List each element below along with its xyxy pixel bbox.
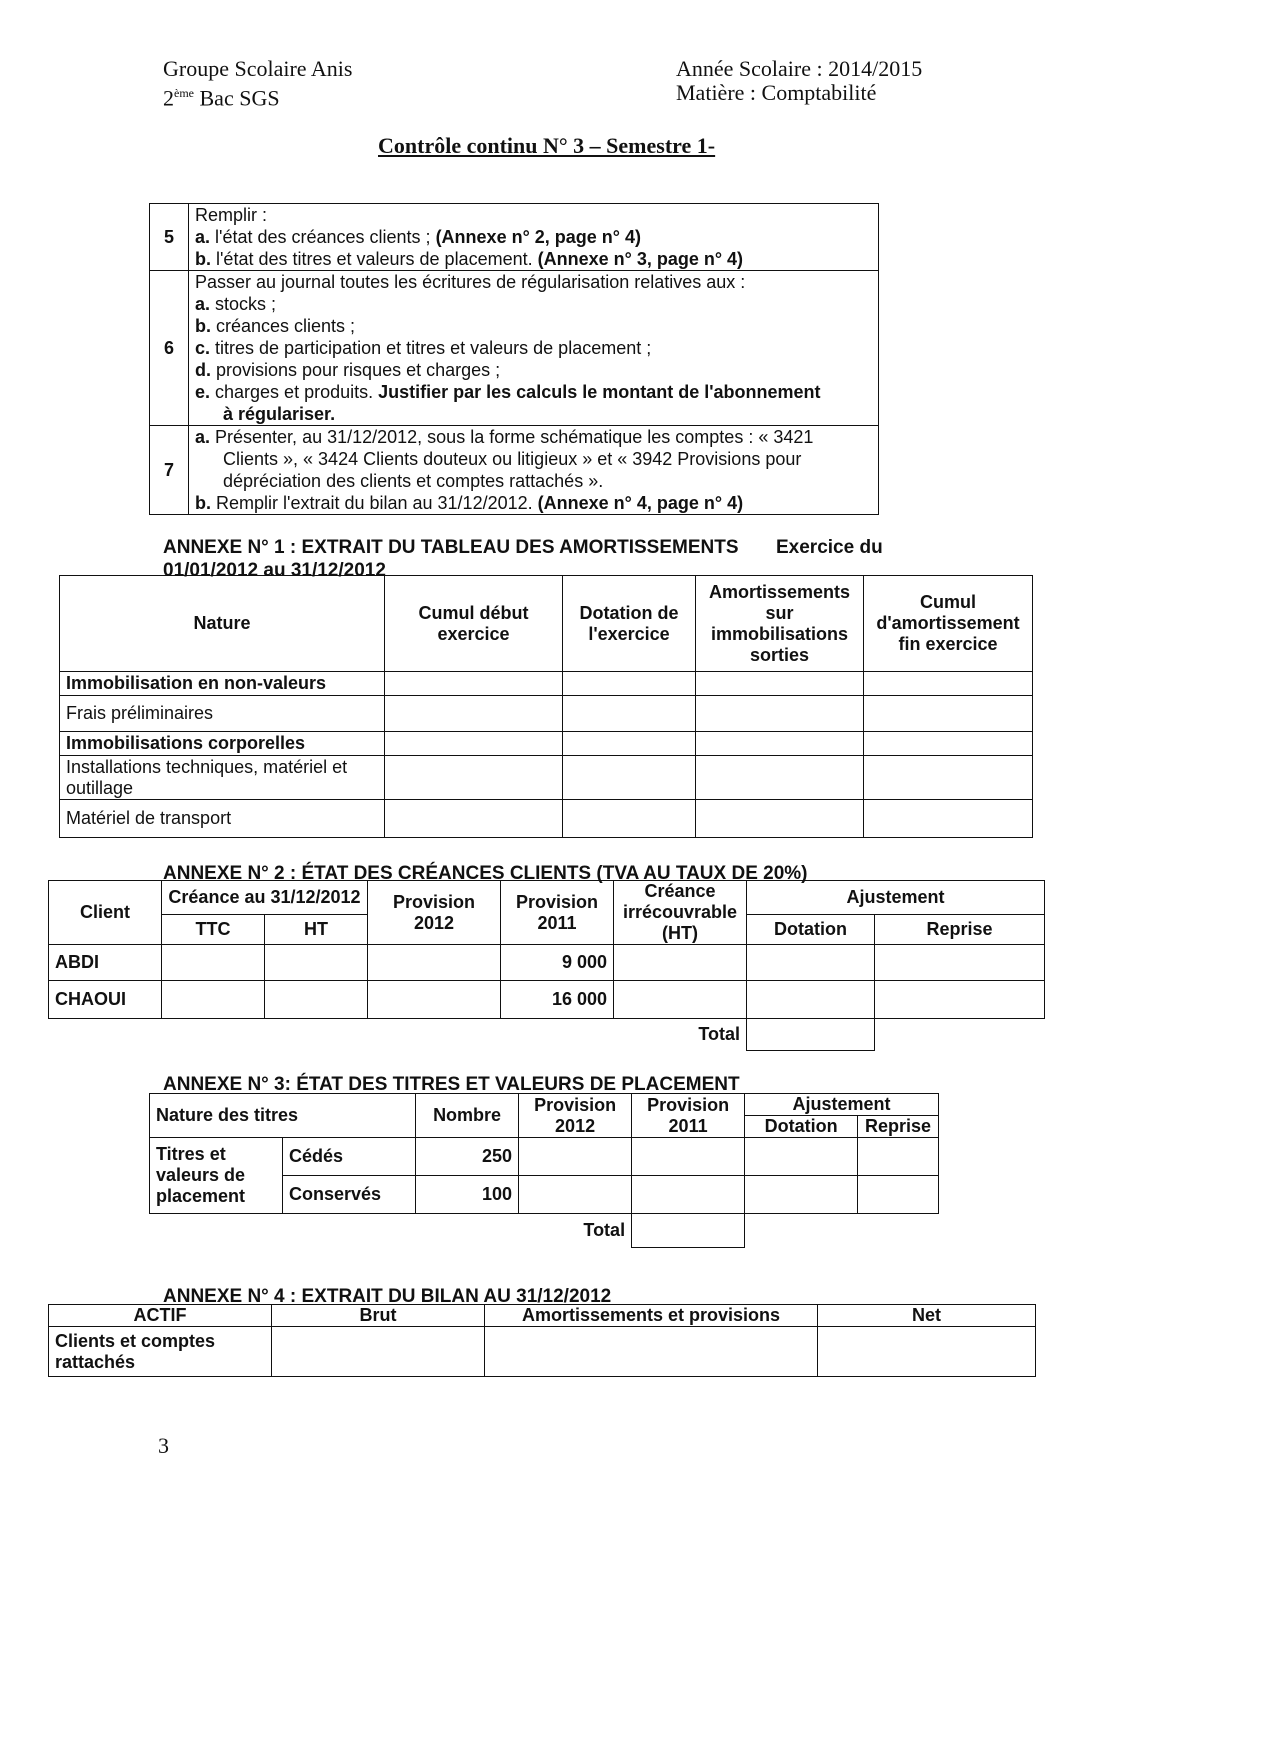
q6-intro: Passer au journal toutes les écritures de régularisation relatives aux :	[195, 272, 746, 292]
annexe1-row-label: Immobilisations corporelles	[60, 732, 385, 756]
annexe1-title-dates: 01/01/2012 au 31/12/2012	[163, 560, 386, 581]
q5-item-a	[195, 226, 872, 248]
q7-b-ref: (Annexe n° 4, page n° 4)	[537, 493, 744, 513]
annexe2-col-ajustement: Ajustement	[747, 881, 1045, 915]
annexe1-col-cumul-fin: Cumul d'amortissement fin exercice	[864, 576, 1033, 672]
question-row-7	[150, 426, 879, 515]
q5-a-letter: a.	[195, 227, 211, 247]
q6-e-text: charges et produits.	[210, 382, 379, 402]
annexe1-title-right: Exercice du	[776, 537, 883, 558]
table-row	[60, 756, 1033, 800]
annexe2-table	[48, 880, 1045, 1051]
annexe4-col-net: Net	[818, 1305, 1036, 1327]
annexe1-col-cumul-debut: Cumul début exercice	[385, 576, 563, 672]
questions-table	[149, 203, 879, 515]
q6-c-letter: c.	[195, 338, 211, 358]
q7-b-letter: b.	[195, 493, 211, 513]
q6-c-text: titres de participation et titres et valeurs de placement ;	[210, 338, 652, 358]
q6-b-text: créances clients ;	[211, 316, 356, 336]
q7-a-line1: Présenter, au 31/12/2012, sous la forme schématique les comptes : « 3421	[210, 427, 814, 447]
annexe3-total-row	[150, 1214, 939, 1248]
table-row	[60, 672, 1033, 696]
class-level-rest: Bac SGS	[194, 85, 280, 111]
q6-item-c	[195, 337, 872, 359]
q6-b-letter: b.	[195, 316, 211, 336]
question-number: 7	[150, 426, 189, 515]
annexe4-table	[48, 1304, 1036, 1377]
annexe2-col-irrec: Créance irrécouvrable (HT)	[614, 881, 747, 945]
q7-a-line2: Clients », « 3424 Clients douteux ou litigieux » et « 3942 Provisions pour	[223, 449, 802, 469]
annexe3-col-prov2011: Provision 2011	[632, 1094, 745, 1138]
q6-e-bold: Justifier par les calculs le montant de l'abonnement	[378, 382, 821, 402]
q7-item-b	[195, 492, 872, 514]
annexe1-header-row	[60, 576, 1033, 672]
q6-e-letter: e.	[195, 382, 211, 402]
annexe3-title: ANNEXE N° 3: ÉTAT DES TITRES ET VALEURS DE PLACEMENT	[163, 1074, 740, 1095]
annexe4-title: ANNEXE N° 4 : EXTRAIT DU BILAN AU 31/12/2012	[163, 1286, 612, 1307]
annexe2-total-row	[49, 1019, 1045, 1051]
annexe2-header-row1	[49, 881, 1045, 915]
class-level-sup: ème	[174, 86, 194, 100]
annexe4-col-brut: Brut	[272, 1305, 485, 1327]
annexe3-col-nature: Nature des titres	[150, 1094, 416, 1138]
subject: Matière : Comptabilité	[676, 80, 877, 105]
q6-a-letter: a.	[195, 294, 211, 314]
annexe3-table	[149, 1093, 939, 1248]
q6-d-letter: d.	[195, 360, 211, 380]
table-row	[60, 696, 1033, 732]
class-level-num: 2	[163, 85, 174, 111]
q6-item-b	[195, 315, 872, 337]
q6-item-d	[195, 359, 872, 381]
school-year: Année Scolaire : 2014/2015	[676, 56, 923, 81]
q6-d-text: provisions pour risques et charges ;	[211, 360, 501, 380]
q5-a-ref: (Annexe n° 2, page n° 4)	[435, 227, 641, 247]
q5-item-b	[195, 248, 872, 270]
annexe3-type: Cédés	[283, 1138, 416, 1176]
annexe1-row-label: Frais préliminaires	[60, 696, 385, 732]
annexe3-nombre: 250	[416, 1138, 519, 1176]
q6-item-e	[195, 381, 872, 403]
annexe3-col-ajustement: Ajustement	[745, 1094, 939, 1116]
annexe4-col-actif: ACTIF	[49, 1305, 272, 1327]
question-number: 6	[150, 271, 189, 426]
annexe2-col-ht: HT	[265, 915, 368, 945]
page-title: Contrôle continu N° 3 – Semestre 1-	[378, 133, 716, 158]
question-row-6	[150, 271, 879, 426]
annexe1-row-label: Immobilisation en non-valeurs	[60, 672, 385, 696]
table-row	[150, 1138, 939, 1176]
annexe3-type: Conservés	[283, 1176, 416, 1214]
annexe3-col-reprise: Reprise	[858, 1116, 939, 1138]
q5-intro: Remplir :	[195, 205, 268, 225]
question-row-5	[150, 204, 879, 271]
page-number: 3	[158, 1433, 169, 1458]
table-row	[49, 981, 1045, 1019]
annexe2-total-label: Total	[698, 1024, 740, 1045]
table-row	[60, 800, 1033, 838]
q5-b-ref: (Annexe n° 3, page n° 4)	[537, 249, 744, 269]
annexe2-col-ttc: TTC	[162, 915, 265, 945]
annexe3-header-row1	[150, 1094, 939, 1116]
annexe4-row-label: Clients et comptes rattachés	[49, 1327, 272, 1377]
annexe1-col-nature: Nature	[60, 576, 385, 672]
annexe2-prov2011: 16 000	[501, 981, 614, 1019]
annexe1-row-label: Installations techniques, matériel et outillage	[60, 756, 385, 800]
class-level	[163, 80, 280, 111]
annexe2-title: ANNEXE N° 2 : ÉTAT DES CRÉANCES CLIENTS (TVA AU TAUX DE 20%)	[163, 863, 808, 884]
annexe2-client: CHAOUI	[49, 981, 162, 1019]
annexe1-col-amort-sorties: Amortissements sur immobilisations sorties	[696, 576, 864, 672]
q6-e-bold2: à régulariser.	[223, 404, 336, 424]
annexe2-col-prov2011: Provision 2011	[501, 881, 614, 945]
q7-a-line3: dépréciation des clients et comptes rattachés ».	[223, 471, 604, 491]
annexe2-col-client: Client	[49, 881, 162, 945]
annexe2-col-dotation: Dotation	[747, 915, 875, 945]
question-body	[189, 204, 879, 271]
annexe3-col-nombre: Nombre	[416, 1094, 519, 1138]
annexe1-table	[59, 575, 1033, 838]
annexe3-total-label: Total	[583, 1220, 626, 1241]
table-row	[49, 1327, 1036, 1377]
q5-b-letter: b.	[195, 249, 211, 269]
annexe4-header-row	[49, 1305, 1036, 1327]
annexe2-client: ABDI	[49, 945, 162, 981]
annexe3-col-dotation: Dotation	[745, 1116, 858, 1138]
question-number: 5	[150, 204, 189, 271]
question-body	[189, 426, 879, 515]
q6-item-a	[195, 293, 872, 315]
annexe3-nombre: 100	[416, 1176, 519, 1214]
table-row	[60, 732, 1033, 756]
annexe2-col-prov2012: Provision 2012	[368, 881, 501, 945]
q5-a-text: l'état des créances clients ;	[210, 227, 436, 247]
annexe2-col-creance: Créance au 31/12/2012	[162, 881, 368, 915]
q6-a-text: stocks ;	[210, 294, 277, 314]
q7-a-letter: a.	[195, 427, 211, 447]
annexe1-col-dotation: Dotation de l'exercice	[563, 576, 696, 672]
annexe1-title: ANNEXE N° 1 : EXTRAIT DU TABLEAU DES AMORTISSEMENTS	[163, 537, 739, 558]
annexe4-col-amort: Amortissements et provisions	[485, 1305, 818, 1327]
annexe3-group-label: Titres et valeurs de placement	[150, 1138, 283, 1214]
school-name: Groupe Scolaire Anis	[163, 56, 353, 81]
annexe3-col-prov2012: Provision 2012	[519, 1094, 632, 1138]
table-row	[49, 945, 1045, 981]
question-body	[189, 271, 879, 426]
annexe2-prov2011: 9 000	[501, 945, 614, 981]
q7-item-a	[195, 426, 872, 448]
q5-b-text: l'état des titres et valeurs de placement.	[211, 249, 538, 269]
annexe2-col-reprise: Reprise	[875, 915, 1045, 945]
annexe1-row-label: Matériel de transport	[60, 800, 385, 838]
q7-b-text: Remplir l'extrait du bilan au 31/12/2012.	[211, 493, 538, 513]
